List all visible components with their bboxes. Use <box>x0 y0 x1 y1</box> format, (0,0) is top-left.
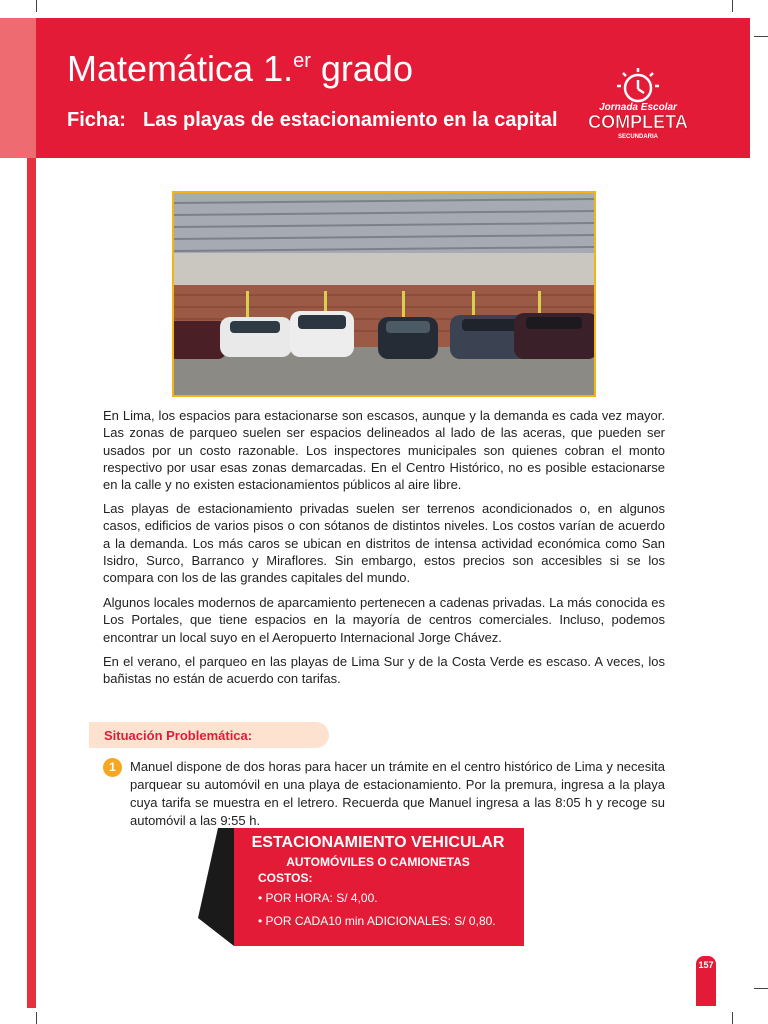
problem-number: 1 <box>103 758 122 777</box>
sun-icon <box>617 68 659 101</box>
subtitle-label: Ficha: <box>67 109 126 131</box>
crop-mark <box>36 1012 37 1024</box>
title-superscript: er <box>293 50 311 72</box>
problem-text: Manuel dispone de dos horas para hacer un trámite en el centro histórico de Lima y necesita parquear su automóvil en una playa de estacionamiento. Por la premura, ingresa a la playa cuya tarifa se muestra en el letrero. Recuerda que Manuel ingresa a las 8:05 h y recoge su automóvil a las 9:55 h. <box>130 759 665 828</box>
jornada-escolar-logo <box>588 66 688 146</box>
parking-lot-photo <box>172 191 596 397</box>
crop-mark <box>754 36 768 37</box>
logo-line1: Jornada Escolar <box>599 102 677 113</box>
crop-mark <box>732 0 733 12</box>
crop-mark <box>754 988 768 989</box>
subtitle-text: Las playas de estacionamiento en la capital <box>143 109 558 131</box>
logo-line2: COMPLETA <box>588 112 688 132</box>
side-strip-red <box>27 158 36 1008</box>
title-end: grado <box>310 48 413 89</box>
sign-title: ESTACIONAMIENTO VEHICULAR <box>251 834 505 851</box>
paragraph-2: Las playas de estacionamiento privadas suelen ser terrenos acondicionados o, en algunos casos, edificios de varios pisos o con sótanos de distintos niveles. Los costos varían de acuerdo a la demanda. Los más caros se ubican en distritos de intensa actividad económica como San Isidro, Surco, Barranco y Miraflores. Sin embargo, estos precios son accesibles si se los compara con los de las grandes capitales del mundo. <box>103 501 665 586</box>
logo-line3: SECUNDARIA <box>617 134 659 140</box>
side-strip-light <box>0 18 36 158</box>
paragraph-4: En el verano, el parqueo en las playas de Lima Sur y de la Costa Verde es escaso. A veces, los bañistas no están de acuerdo con tarifas. <box>103 654 665 687</box>
sign-item-per-hour: • POR HORA: S/ 4,00. <box>258 891 378 905</box>
title-main: Matemática 1. <box>67 48 294 89</box>
paragraph-1: En Lima, los espacios para estacionarse son escasos, aunque y la demanda es cada vez mayor. Las zonas de parqueo suelen ser espacios delineados al lado de las aceras, que pueden ser usados por un costo razonable. Los inspectores municipales son quienes cobran el monto respectivo por usar esas zonas demarcadas. En el Centro Histórico, no es posible estacionarse en la calle y no existen estacionamientos públicos al aire libre. <box>103 408 665 493</box>
side-strip <box>0 18 36 1008</box>
sign-subtitle: AUTOMÓVILES O CAMIONETAS <box>286 855 470 869</box>
paragraph-3: Algunos locales modernos de aparcamiento pertenecen a cadenas privadas. La más conocida es Los Portales, que tiene espacios en la mayoría de centros comerciales. Incluso, podemos encontrar un local suyo en el Aeropuerto Internacional Jorge Chávez. <box>103 595 665 645</box>
situation-label: Situación Problemática: <box>104 728 253 743</box>
crop-mark <box>36 0 37 12</box>
sign-item-additional: • POR CADA10 min ADICIONALES: S/ 0,80. <box>258 914 496 928</box>
sign-costs-label: COSTOS: <box>258 871 313 885</box>
page-number: 157 <box>698 960 714 970</box>
crop-mark <box>732 1012 733 1024</box>
page-title <box>67 48 413 90</box>
